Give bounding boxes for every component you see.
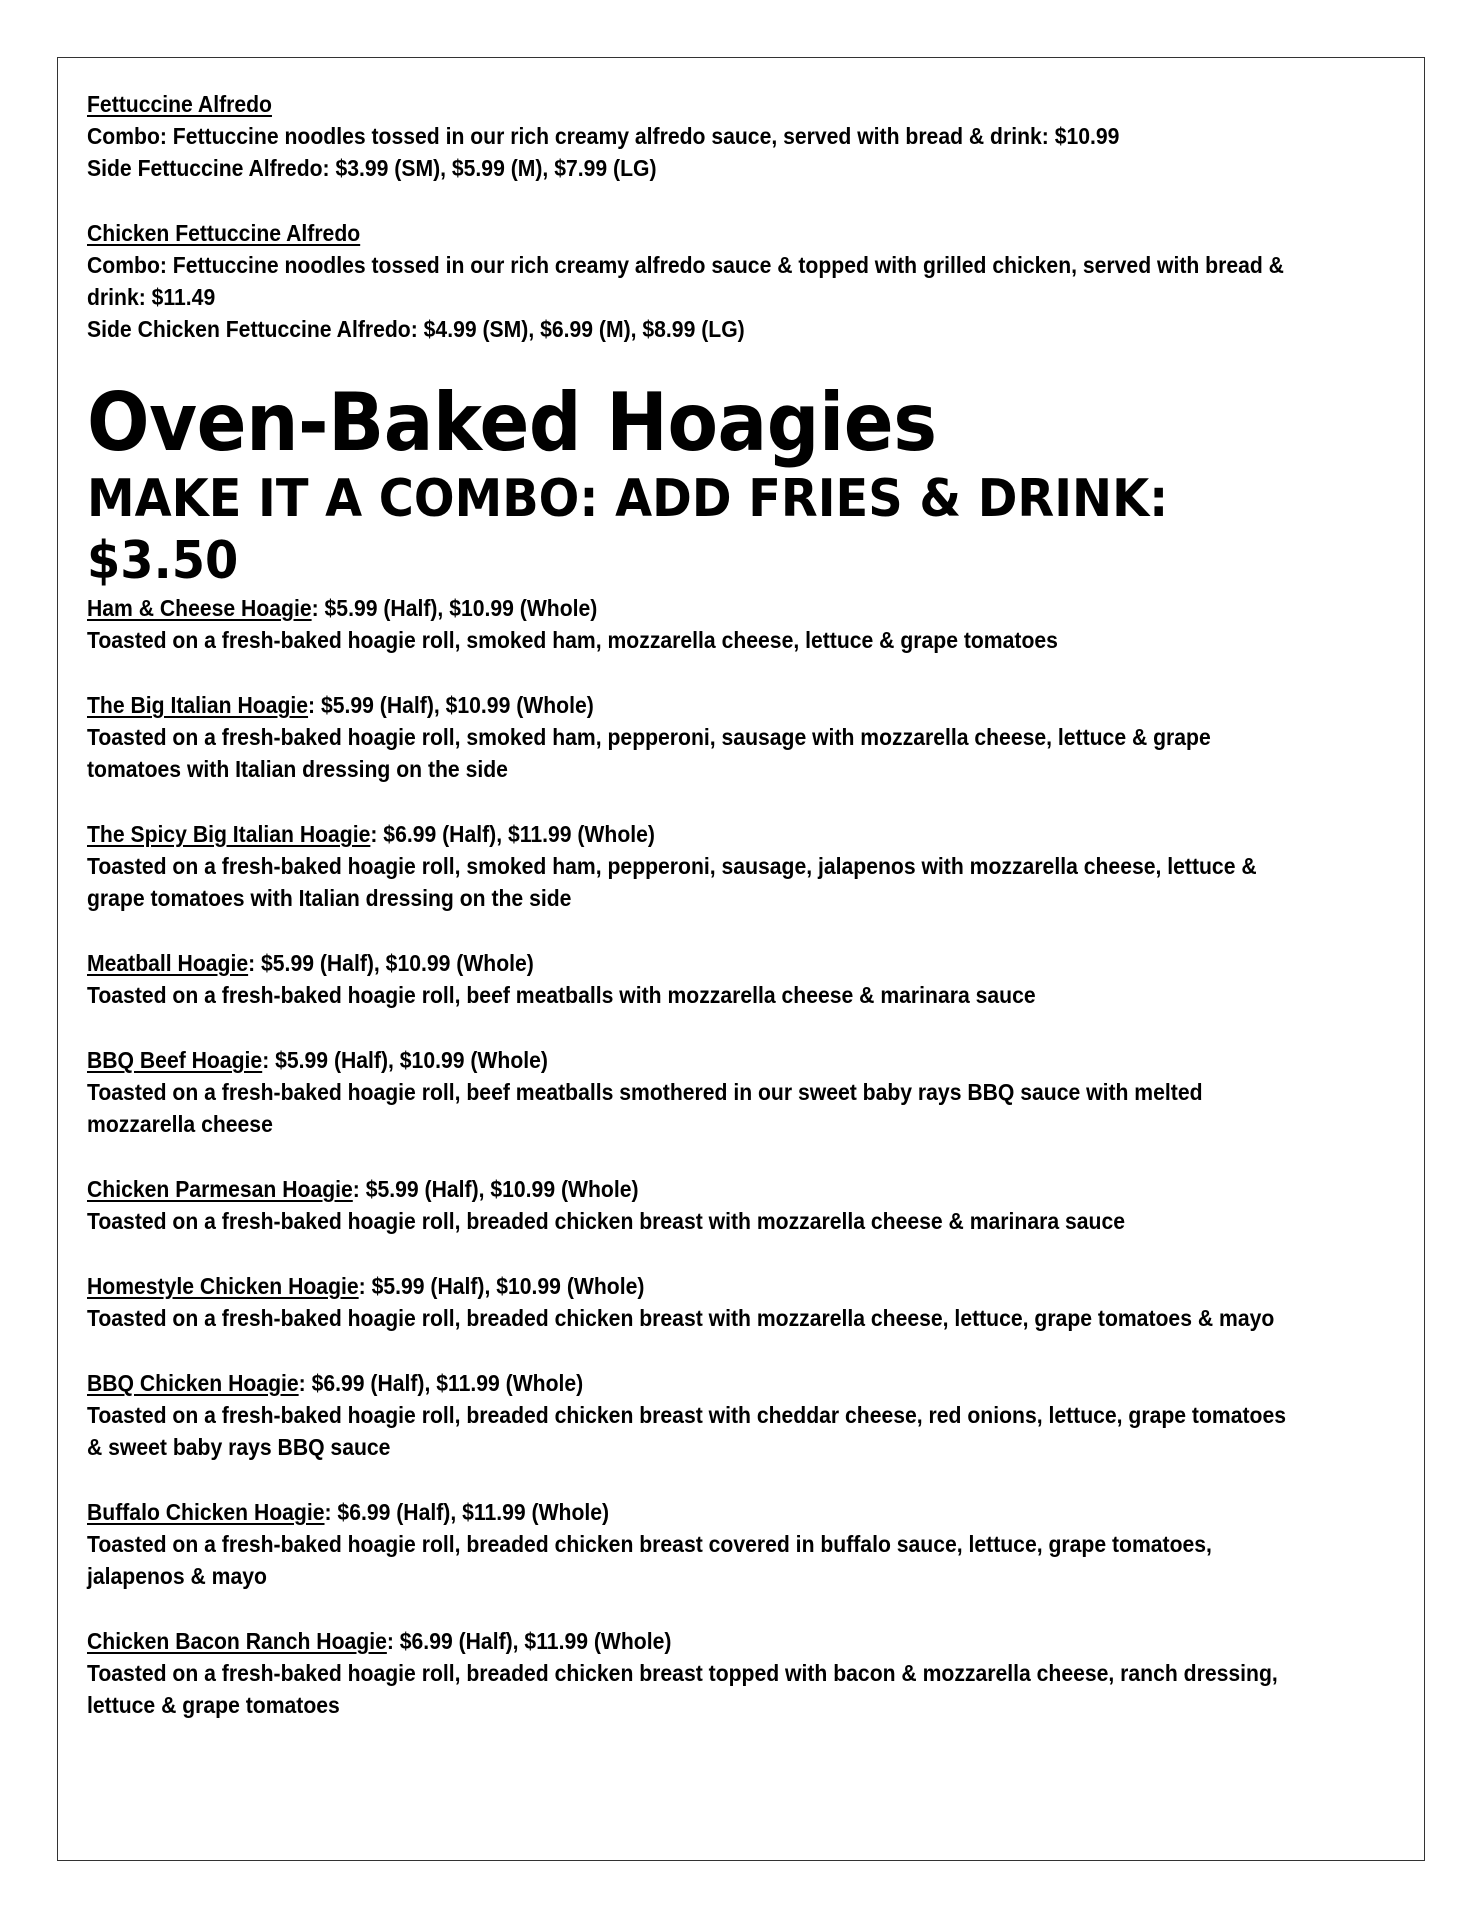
hoagie-item	[87, 592, 1301, 656]
hoagie-description: Toasted on a fresh-baked hoagie roll, breaded chicken breast with cheddar cheese, red onions, lettuce, grape tomatoes & sweet baby rays BBQ sauce	[87, 1402, 1287, 1460]
hoagie-item	[87, 818, 1301, 914]
hoagie-price: : $6.99 (Half), $11.99 (Whole)	[298, 1370, 584, 1396]
hoagie-price: : $6.99 (Half), $11.99 (Whole)	[370, 821, 655, 847]
hoagie-name: BBQ Chicken Hoagie	[87, 1370, 299, 1396]
hoagie-name: Chicken Bacon Ranch Hoagie	[87, 1628, 387, 1654]
hoagie-description: Toasted on a fresh-baked hoagie roll, breaded chicken breast topped with bacon & mozzarella cheese, ranch dressing, lettuce & grape tomatoes	[87, 1660, 1278, 1718]
hoagie-description: Toasted on a fresh-baked hoagie roll, smoked ham, pepperoni, sausage with mozzarella cheese, lettuce & grape tomatoes with Italian dressing on the side	[87, 724, 1211, 782]
pasta-side-line: Side Chicken Fettuccine Alfredo: $4.99 (SM), $6.99 (M), $8.99 (LG)	[87, 316, 745, 342]
hoagie-item	[87, 1625, 1301, 1721]
menu-page	[87, 88, 1301, 1754]
hoagie-name: Homestyle Chicken Hoagie	[87, 1273, 359, 1299]
hoagie-description: Toasted on a fresh-baked hoagie roll, breaded chicken breast covered in buffalo sauce, lettuce, grape tomatoes, jalapenos & mayo	[87, 1531, 1212, 1589]
pasta-item	[87, 88, 1301, 184]
hoagie-item	[87, 1044, 1301, 1140]
hoagie-price: : $5.99 (Half), $10.99 (Whole)	[262, 1047, 548, 1073]
hoagie-price: : $6.99 (Half), $11.99 (Whole)	[324, 1499, 610, 1525]
hoagie-description: Toasted on a fresh-baked hoagie roll, smoked ham, mozzarella cheese, lettuce & grape tomatoes	[87, 627, 1058, 653]
hoagie-price: : $5.99 (Half), $10.99 (Whole)	[308, 692, 594, 718]
pasta-side-line: Side Fettuccine Alfredo: $3.99 (SM), $5.99 (M), $7.99 (LG)	[87, 155, 657, 181]
hoagie-price: : $5.99 (Half), $10.99 (Whole)	[352, 1176, 639, 1202]
hoagie-description: Toasted on a fresh-baked hoagie roll, beef meatballs smothered in our sweet baby rays BBQ sauce with melted mozzarella cheese	[87, 1079, 1203, 1137]
hoagie-price: : $5.99 (Half), $10.99 (Whole)	[248, 950, 534, 976]
hoagie-name: Meatball Hoagie	[87, 950, 249, 976]
section-title: Oven-Baked Hoagies	[87, 376, 937, 469]
hoagie-item	[87, 1496, 1301, 1592]
hoagie-name: Buffalo Chicken Hoagie	[87, 1499, 325, 1525]
pasta-name: Fettuccine Alfredo	[87, 91, 272, 117]
hoagie-name: BBQ Beef Hoagie	[87, 1047, 263, 1073]
hoagie-description: Toasted on a fresh-baked hoagie roll, breaded chicken breast with mozzarella cheese, lettuce, grape tomatoes & mayo	[87, 1305, 1275, 1331]
hoagie-description: Toasted on a fresh-baked hoagie roll, breaded chicken breast with mozzarella cheese & marinara sauce	[87, 1208, 1125, 1234]
hoagie-item	[87, 947, 1301, 1011]
hoagie-description: Toasted on a fresh-baked hoagie roll, beef meatballs with mozzarella cheese & marinara sauce	[87, 982, 1036, 1008]
hoagie-name: Ham & Cheese Hoagie	[87, 595, 312, 621]
hoagie-item	[87, 1367, 1301, 1463]
hoagie-name: The Spicy Big Italian Hoagie	[87, 821, 371, 847]
hoagie-price: : $5.99 (Half), $10.99 (Whole)	[311, 595, 598, 621]
hoagie-item	[87, 1173, 1301, 1237]
pasta-item	[87, 217, 1301, 345]
hoagie-item	[87, 1270, 1301, 1334]
hoagie-item	[87, 689, 1301, 785]
hoagie-description: Toasted on a fresh-baked hoagie roll, smoked ham, pepperoni, sausage, jalapenos with mozzarella cheese, lettuce & grape tomatoes with Italian dressing on the side	[87, 853, 1257, 911]
hoagie-name: Chicken Parmesan Hoagie	[87, 1176, 353, 1202]
pasta-combo-line: Combo: Fettuccine noodles tossed in our rich creamy alfredo sauce, served with bread & drink: $10.99	[87, 123, 1120, 149]
pasta-name: Chicken Fettuccine Alfredo	[87, 220, 361, 246]
combo-note: MAKE IT A COMBO: ADD FRIES & DRINK: $3.50	[87, 469, 1169, 591]
hoagie-price: : $6.99 (Half), $11.99 (Whole)	[386, 1628, 672, 1654]
pasta-combo-line: Combo: Fettuccine noodles tossed in our rich creamy alfredo sauce & topped with grilled chicken, served with bread & drink: $11.49	[87, 252, 1284, 310]
hoagie-name: The Big Italian Hoagie	[87, 692, 309, 718]
hoagie-price: : $5.99 (Half), $10.99 (Whole)	[358, 1273, 645, 1299]
